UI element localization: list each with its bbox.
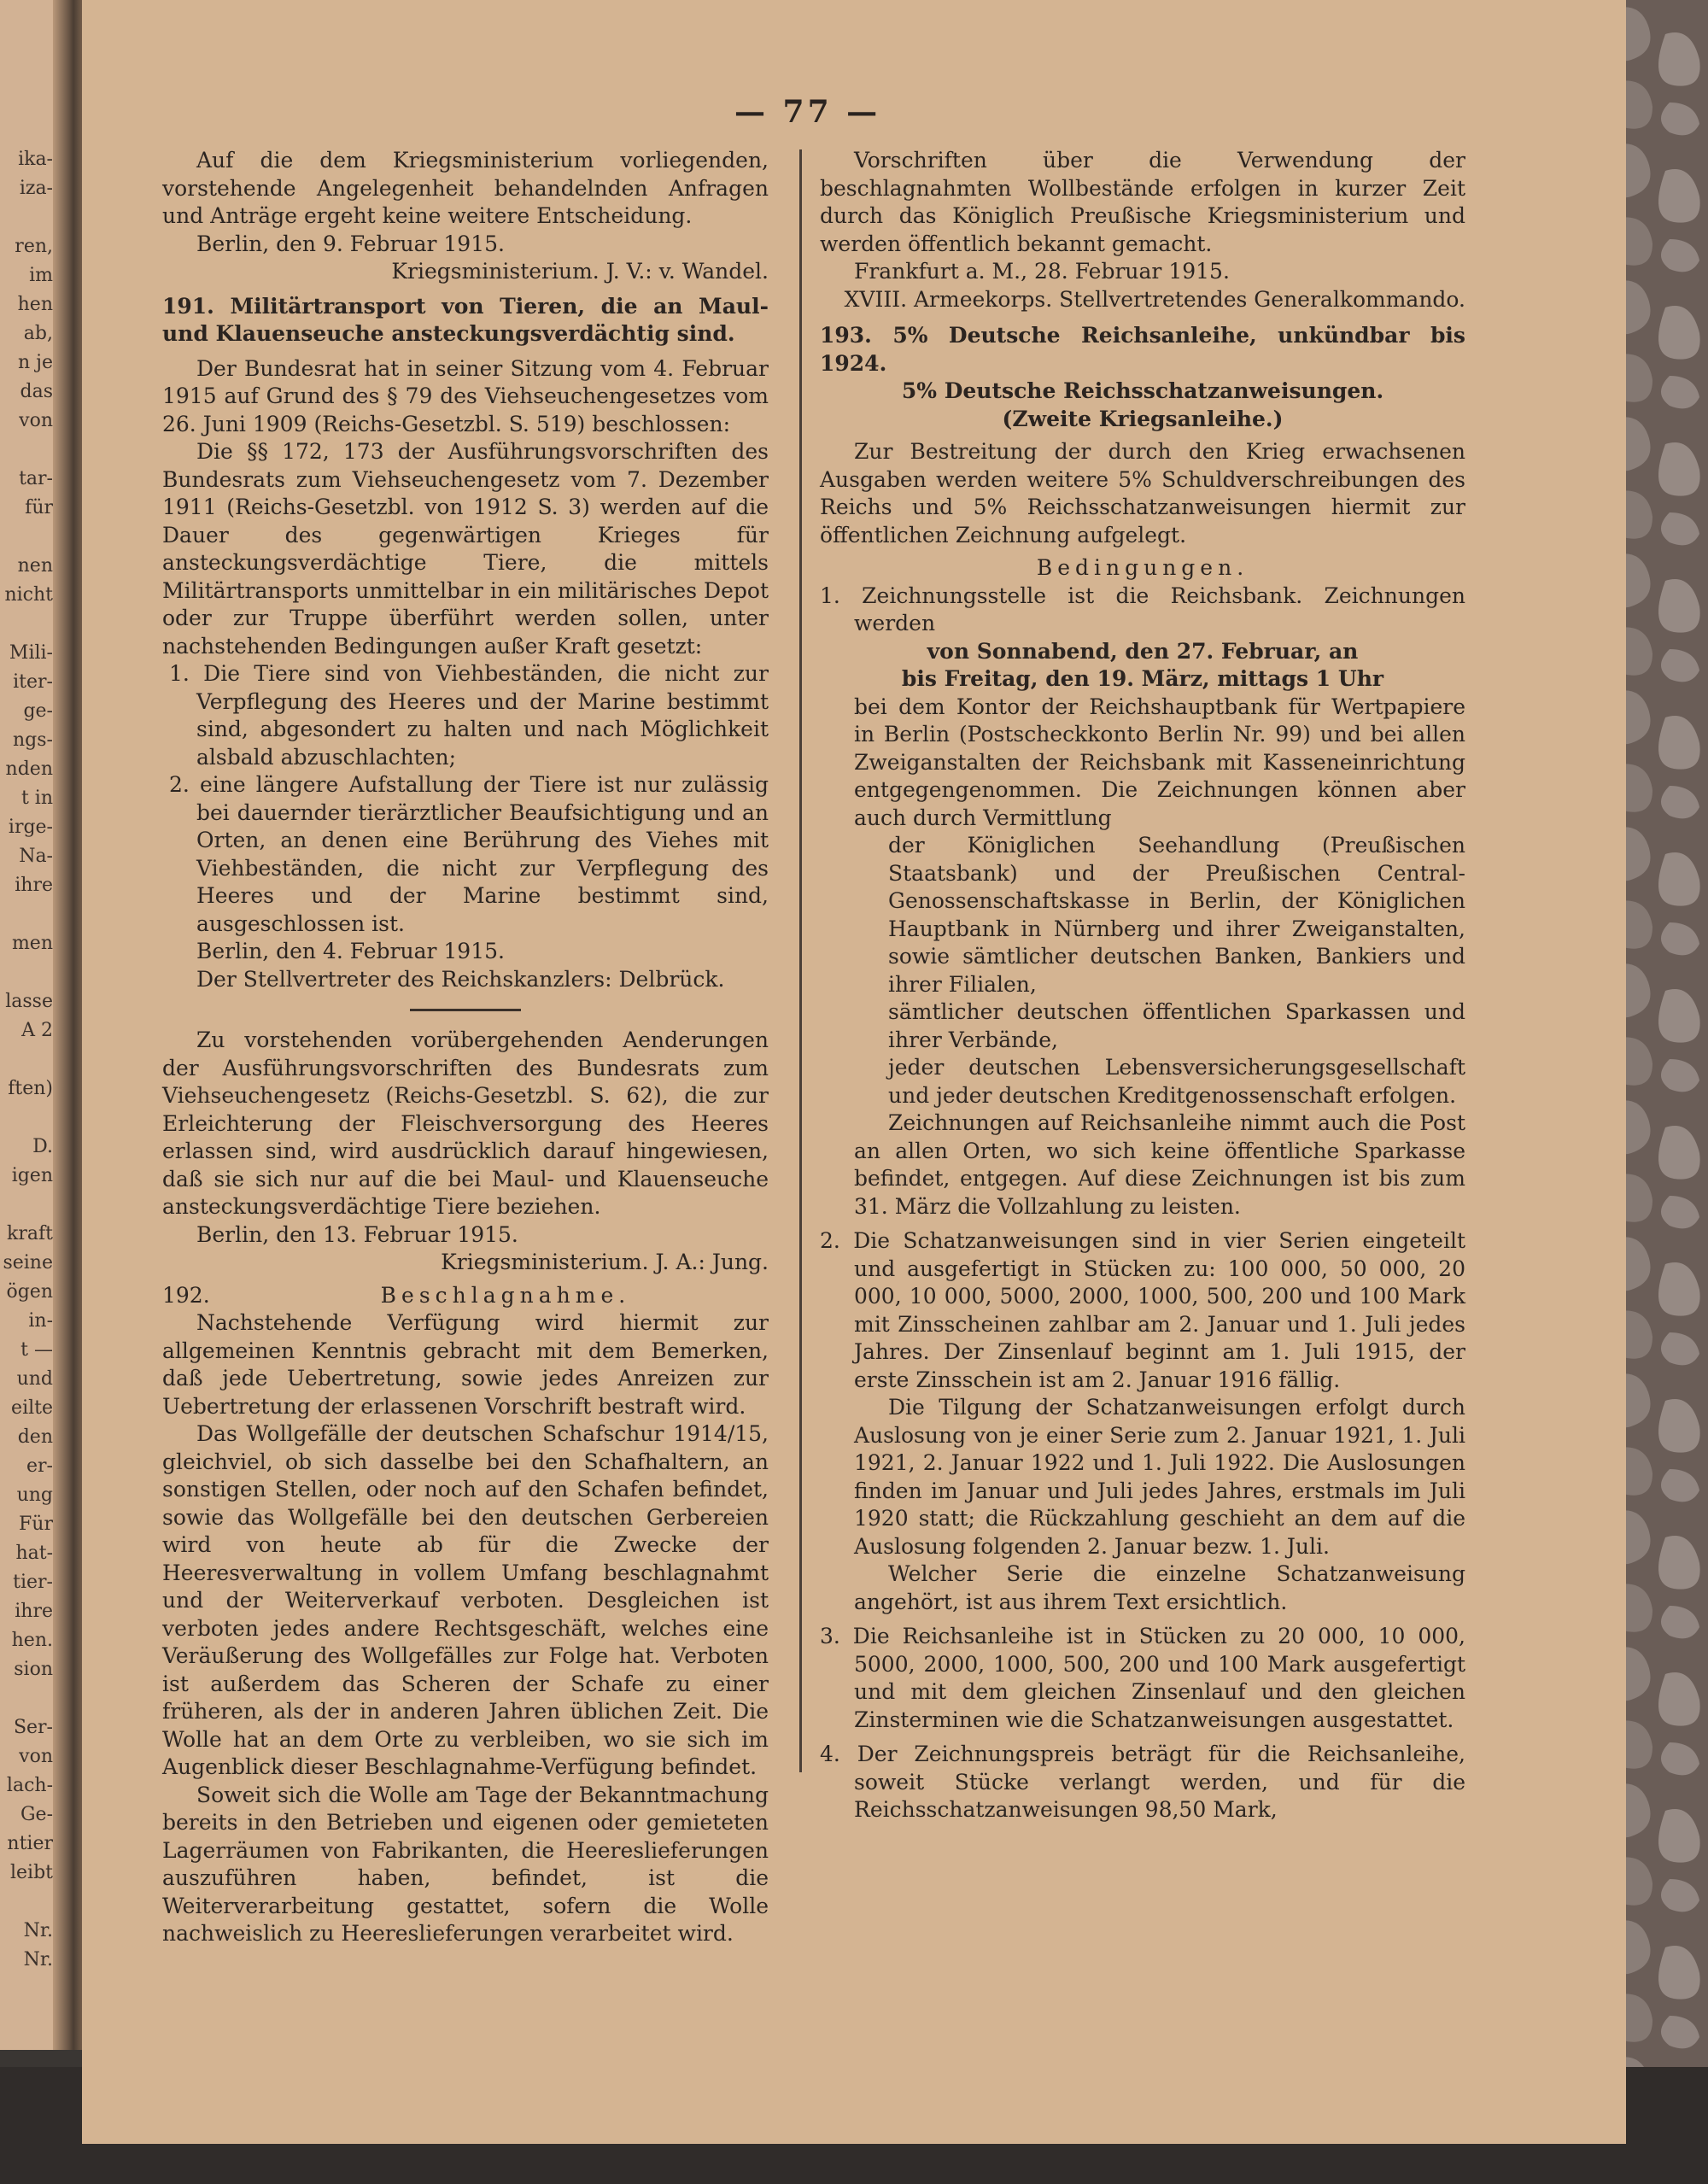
continuation-place-date: Frankfurt a. M., 28. Februar 1915. — [854, 259, 1230, 284]
left-margin-fragment: ften) — [8, 1078, 53, 1099]
left-margin-fragment — [2, 1045, 53, 1074]
left-margin-fragment: ihre — [15, 875, 53, 896]
section-193-subtitle: (Zweite Kriegsanleihe.) — [1002, 406, 1284, 431]
intro-signature: Kriegsministerium. J. V.: v. Wandel. — [391, 259, 769, 284]
section-191-place-date: Berlin, den 4. Februar 1915. — [196, 939, 505, 963]
left-margin-fragment — [2, 436, 53, 465]
left-margin-fragment: von — [19, 410, 53, 431]
left-margin-fragment: t in — [20, 788, 53, 809]
note-signature: Kriegsministerium. J. A.: Jung. — [441, 1250, 769, 1274]
left-margin-fragment: Ser- — [13, 1717, 53, 1738]
left-margin-fragment — [2, 610, 53, 639]
section-192-paragraph: Nachstehende Verfügung wird hiermit zur allgemeinen Kenntnis gebracht mit dem Bemerken, daß jede Uebertretung, sowie jedes Anreizen zur Uebertretung der erlassenen Vorschrift bestraft wird. — [162, 1310, 769, 1419]
section-192-paragraph: Das Wollgefälle der deutschen Schafschur 1914/15, gleichviel, ob sich dasselbe bei den Schafhaltern, an sonstigen Stellen, oder noch auf den Schafen befindet, sowie das Wollgefälle bei den deutschen Gerbereien wird von heute ab für die Zwecke der Heeresverwaltung in vollem Umfang beschlagnahmt und der Weiterverkauf verboten. Desgleichen ist verboten jedes andere Rechtsgeschäft, welches eine Veräußerung des Wollgefälles zur Folge hat. Verboten ist außerdem das Scheren der Schafe zu einer früheren, als der in anderen Jahren üblichen Zeit. Die Wolle hat an dem Orte zu verbleiben, wo sie sich im Augenblick dieser Beschlagnahme-Verfügung befindet. — [162, 1421, 769, 1779]
section-193-paragraph: Zur Bestreitung der durch den Krieg erwachsenen Ausgaben werden weitere 5% Schuldverschreibungen des Reichs und 5% Reichsschatzanweisungen hiermit zur öffentlichen Zeichnung aufgelegt. — [820, 439, 1465, 547]
left-margin-fragment — [2, 1888, 53, 1917]
condition-1-date-to: bis Freitag, den 19. März, mittags 1 Uhr — [901, 666, 1384, 691]
left-margin-fragment: ngs- — [13, 729, 53, 751]
left-margin-fragment: Ge- — [20, 1804, 53, 1825]
left-margin-fragment: A 2 — [21, 1020, 53, 1041]
section-number: 191. — [162, 293, 214, 319]
left-margin-fragment: seine — [3, 1252, 53, 1274]
left-margin-fragment: ögen — [6, 1281, 53, 1303]
left-margin-fragment: Für — [19, 1514, 53, 1535]
left-margin-fragment: nen — [17, 555, 53, 577]
continuation-paragraph: Vorschriften über die Verwendung der beschlagnahmten Wollbestände erfolgen in kurzer Zeit durch das Königlich Preußische Kriegsministerium und werden öffentlich bekannt gemacht. — [820, 148, 1465, 256]
section-191-item: 1. Die Tiere sind von Viehbeständen, die nicht zur Verpflegung des Heeres und der Marine bestimmt sind, abgesondert zu halten und nach Möglichkeit alsbald abzuschlachten; — [169, 661, 769, 770]
left-margin-fragment: eilte — [11, 1397, 53, 1419]
condition-1-text: sämtlicher deutschen öffentlichen Sparkassen und ihrer Verbände, — [888, 999, 1465, 1052]
left-margin-fragment: ab, — [23, 323, 53, 344]
left-margin-fragment: hen. — [11, 1630, 53, 1651]
left-margin-fragment: nden — [5, 758, 53, 780]
condition-1-date-from: von Sonnabend, den 27. Februar, an — [927, 638, 1359, 664]
condition-2: 2. Die Schatzanweisungen sind in vier Serien eingeteilt und ausgefertigt in Stücken zu: 100 000, 50 000, 20 000, 10 000, 5000, 2000, 1000, 500, 200 und 100 Mark mit Zinsscheinen zahlbar am 2. Januar und 1. Juli jedes Jahres. Der Zinsenlauf beginnt am 1. Juli 1915, der erste Zinsschein ist am 2. Januar 1916 fällig. — [820, 1228, 1465, 1392]
left-margin-fragment: im — [29, 265, 53, 286]
section-title: Beschlagnahme. — [380, 1282, 631, 1308]
left-margin-fragment: tar- — [19, 468, 53, 489]
left-margin-fragment: das — [20, 381, 53, 402]
section-title: Militärtransport von Tieren, die an Maul- und Klauenseuche ansteckungsverdächtig sind. — [162, 293, 769, 346]
section-number: 192. — [162, 1282, 210, 1308]
section-title: 5% Deutsche Reichsanleihe, unkündbar bis 1924. — [820, 323, 1465, 376]
section-192-heading — [162, 1282, 769, 1310]
left-margin-fragment: leibt — [9, 1862, 53, 1883]
left-margin-fragment: sion — [14, 1659, 53, 1680]
left-column — [162, 147, 769, 1948]
section-191-item: 2. eine längere Aufstallung der Tiere ist nur zulässig bei dauernder tierärztlicher Beaufsichtigung und an Orten, an denen eine Berührung des Viehes mit Viehbeständen, die nicht zur Verpflegung des Heeres und der Marine bestimmt sind, ausgeschlossen ist. — [169, 772, 769, 936]
left-margin-fragment: ika- — [18, 149, 53, 170]
left-margin-fragment: für — [25, 497, 53, 518]
page-number: — 77 — — [734, 94, 881, 130]
left-margin-fragment — [2, 1104, 53, 1133]
left-margin-fragment: ge- — [23, 700, 53, 722]
condition-4: 4. Der Zeichnungspreis beträgt für die Reichsanleihe, soweit Stücke verlangt werden, und für die Reichsschatzanweisungen 98,50 Mark, — [820, 1742, 1465, 1822]
left-margin-fragment: iza- — [19, 178, 53, 199]
section-192-paragraph: Soweit sich die Wolle am Tage der Bekanntmachung bereits in den Betrieben und eigenen oder gemieteten Lagerräumen von Fabrikanten, die Heereslieferungen auszuführen haben, befindet, ist die Weiterverarbeitung gestattet, sofern die Wolle nachweislich zu Heereslieferungen verarbeitet wird. — [162, 1782, 769, 1946]
left-margin-fragment: ntier — [7, 1833, 53, 1854]
section-191-paragraph: Der Bundesrat hat in seiner Sitzung vom 4. Februar 1915 auf Grund des § 79 des Viehseuchengesetzes vom 26. Juni 1909 (Reichs-Gesetzbl. S. 519) beschlossen: — [162, 355, 769, 436]
left-margin-fragment: iter- — [13, 671, 53, 693]
condition-1-text: Zeichnungen auf Reichsanleihe nimmt auch die Post an allen Orten, wo sich keine öffentliche Sparkasse befindet, entgegen. Auf diese Zeichnungen ist bis zum 31. März die Vollzahlung zu leisten. — [854, 1110, 1465, 1219]
intro-text: Auf die dem Kriegsministerium vorliegenden, vorstehende Angelegenheit behandelnden Anfragen und Anträge ergeht keine weitere Entscheidung. — [162, 148, 769, 228]
left-margin-fragment: ren, — [15, 236, 53, 257]
left-margin-fragment — [2, 1684, 53, 1713]
separator-rule — [410, 1009, 521, 1011]
condition-2-text: Welcher Serie die einzelne Schatzanweisung angehört, ist aus ihrem Text ersichtlich. — [854, 1561, 1465, 1614]
left-margin-fragment: hen — [17, 294, 53, 315]
left-margin-fragments — [2, 145, 53, 1975]
condition-3: 3. Die Reichsanleihe ist in Stücken zu 20 000, 10 000, 5000, 2000, 1000, 500, 200 und 100 Mark ausgefertigt und mit dem gleichen Zinsenlauf und den gleichen Zinsterminen wie die Schatzanweisungen ausgestattet. — [820, 1624, 1465, 1732]
intro-place-date: Berlin, den 9. Februar 1915. — [196, 231, 505, 256]
section-191-paragraph: Die §§ 172, 173 der Ausführungsvorschriften des Bundesrats zum Viehseuchengesetz vom 7. Dezember 1911 (Reichs-Gesetzbl. von 1912 S. 3) werden auf die Dauer des gegenwärtigen Krieges für ansteckungsverdächtige Tiere, die mittels Militärtransports unmittelbar in ein militärisches Depot oder zur Truppe überführt werden sollen, unter nachstehenden Bedingungen außer Kraft gesetzt: — [162, 439, 769, 659]
left-margin-fragment: men — [11, 933, 53, 954]
left-margin-fragment: Nr. — [23, 1920, 53, 1941]
left-margin-fragment: kraft — [7, 1223, 53, 1244]
left-margin-fragment: ung — [16, 1484, 53, 1506]
left-margin-fragment: D. — [32, 1136, 53, 1157]
left-margin-fragment — [2, 900, 53, 929]
section-193-subtitle: 5% Deutsche Reichsschatzanweisungen. — [901, 378, 1384, 403]
section-191-heading — [162, 293, 769, 348]
left-margin-fragment: Mili- — [9, 642, 53, 664]
continuation-signature: XVIII. Armeekorps. Stellvertretendes Generalkommando. — [844, 286, 1465, 312]
left-margin-fragment: Na- — [19, 846, 53, 867]
left-margin-fragment: irge- — [8, 817, 53, 838]
right-column — [820, 147, 1465, 1824]
left-margin-fragment: t — — [20, 1339, 53, 1361]
left-margin-fragment — [2, 958, 53, 987]
condition-1-text: bei dem Kontor der Reichshauptbank für Wertpapiere in Berlin (Postscheckkonto Berlin Nr. 99) und bei allen Zweiganstalten der Reichsbank mit Kasseneinrichtung entgegengenommen. Die Zeichnungen können aber auch durch Vermittlung — [854, 694, 1465, 830]
condition-1-text: jeder deutschen Lebensversicherungsgesellschaft und jeder deutschen Kreditgenossenschaft erfolgen. — [888, 1055, 1465, 1108]
conditions-heading: Bedingungen. — [1036, 555, 1249, 580]
left-margin-fragment: hat- — [15, 1543, 53, 1564]
left-margin-fragment: lasse — [5, 991, 53, 1012]
column-divider — [799, 149, 802, 1772]
left-margin-fragment: tier- — [13, 1572, 53, 1593]
condition-1-text: der Königlichen Seehandlung (Preußischen Staatsbank) und der Preußischen Central-Genossenschaftskasse in Berlin, der Königlichen Hauptbank in Nürnberg und ihrer Zweiganstalten, sowie sämtlicher deutschen Banken, Bankiers und ihrer Filialen, — [888, 833, 1465, 997]
left-margin-fragment: ihre — [15, 1601, 53, 1622]
note-paragraph: Zu vorstehenden vorübergehenden Aenderungen der Ausführungsvorschriften des Bundesrats zum Viehseuchengesetz (Reichs-Gesetzbl. S. 62), die zur Erleichterung der Fleischversorgung des Heeres erlassen sind, wird ausdrücklich darauf hingewiesen, daß sie sich nur auf die bei Maul- und Klauenseuche ansteckungsverdächtige Tiere beziehen. — [162, 1028, 769, 1219]
left-margin-fragment: lach- — [6, 1775, 53, 1796]
left-margin-fragment: in- — [28, 1310, 53, 1332]
section-193-heading — [820, 322, 1465, 378]
left-margin-fragment: von — [19, 1746, 53, 1767]
left-margin-fragment — [2, 1191, 53, 1220]
left-margin-fragment: nicht — [4, 584, 53, 606]
section-number: 193. — [820, 323, 872, 348]
left-margin-fragment: Nr. — [23, 1949, 53, 1970]
section-191-signature: Der Stellvertreter des Reichskanzlers: Delbrück. — [196, 966, 725, 992]
left-margin-fragment: und — [16, 1368, 53, 1390]
left-margin-fragment: n je — [17, 352, 53, 373]
note-place-date: Berlin, den 13. Februar 1915. — [196, 1221, 518, 1247]
condition-1: 1. Zeichnungsstelle ist die Reichsbank. Zeichnungen werden — [820, 583, 1465, 635]
left-margin-fragment: den — [17, 1426, 53, 1448]
left-margin-fragment: igen — [11, 1165, 53, 1186]
left-margin-fragment — [2, 203, 53, 232]
left-margin-fragment: er- — [26, 1455, 53, 1477]
left-margin-fragment — [2, 523, 53, 552]
condition-2-text: Die Tilgung der Schatzanweisungen erfolgt durch Auslosung von je einer Serie zum 2. Januar 1921, 1. Juli 1921, 2. Januar 1922 und 1. Juli 1922. Die Auslosungen finden im Januar und Juli jedes Jahres, erstmals im Juli 1920 statt; die Rückzahlung geschieht an dem auf die Auslosung folgenden 2. Januar bezw. 1. Juli. — [854, 1395, 1465, 1559]
